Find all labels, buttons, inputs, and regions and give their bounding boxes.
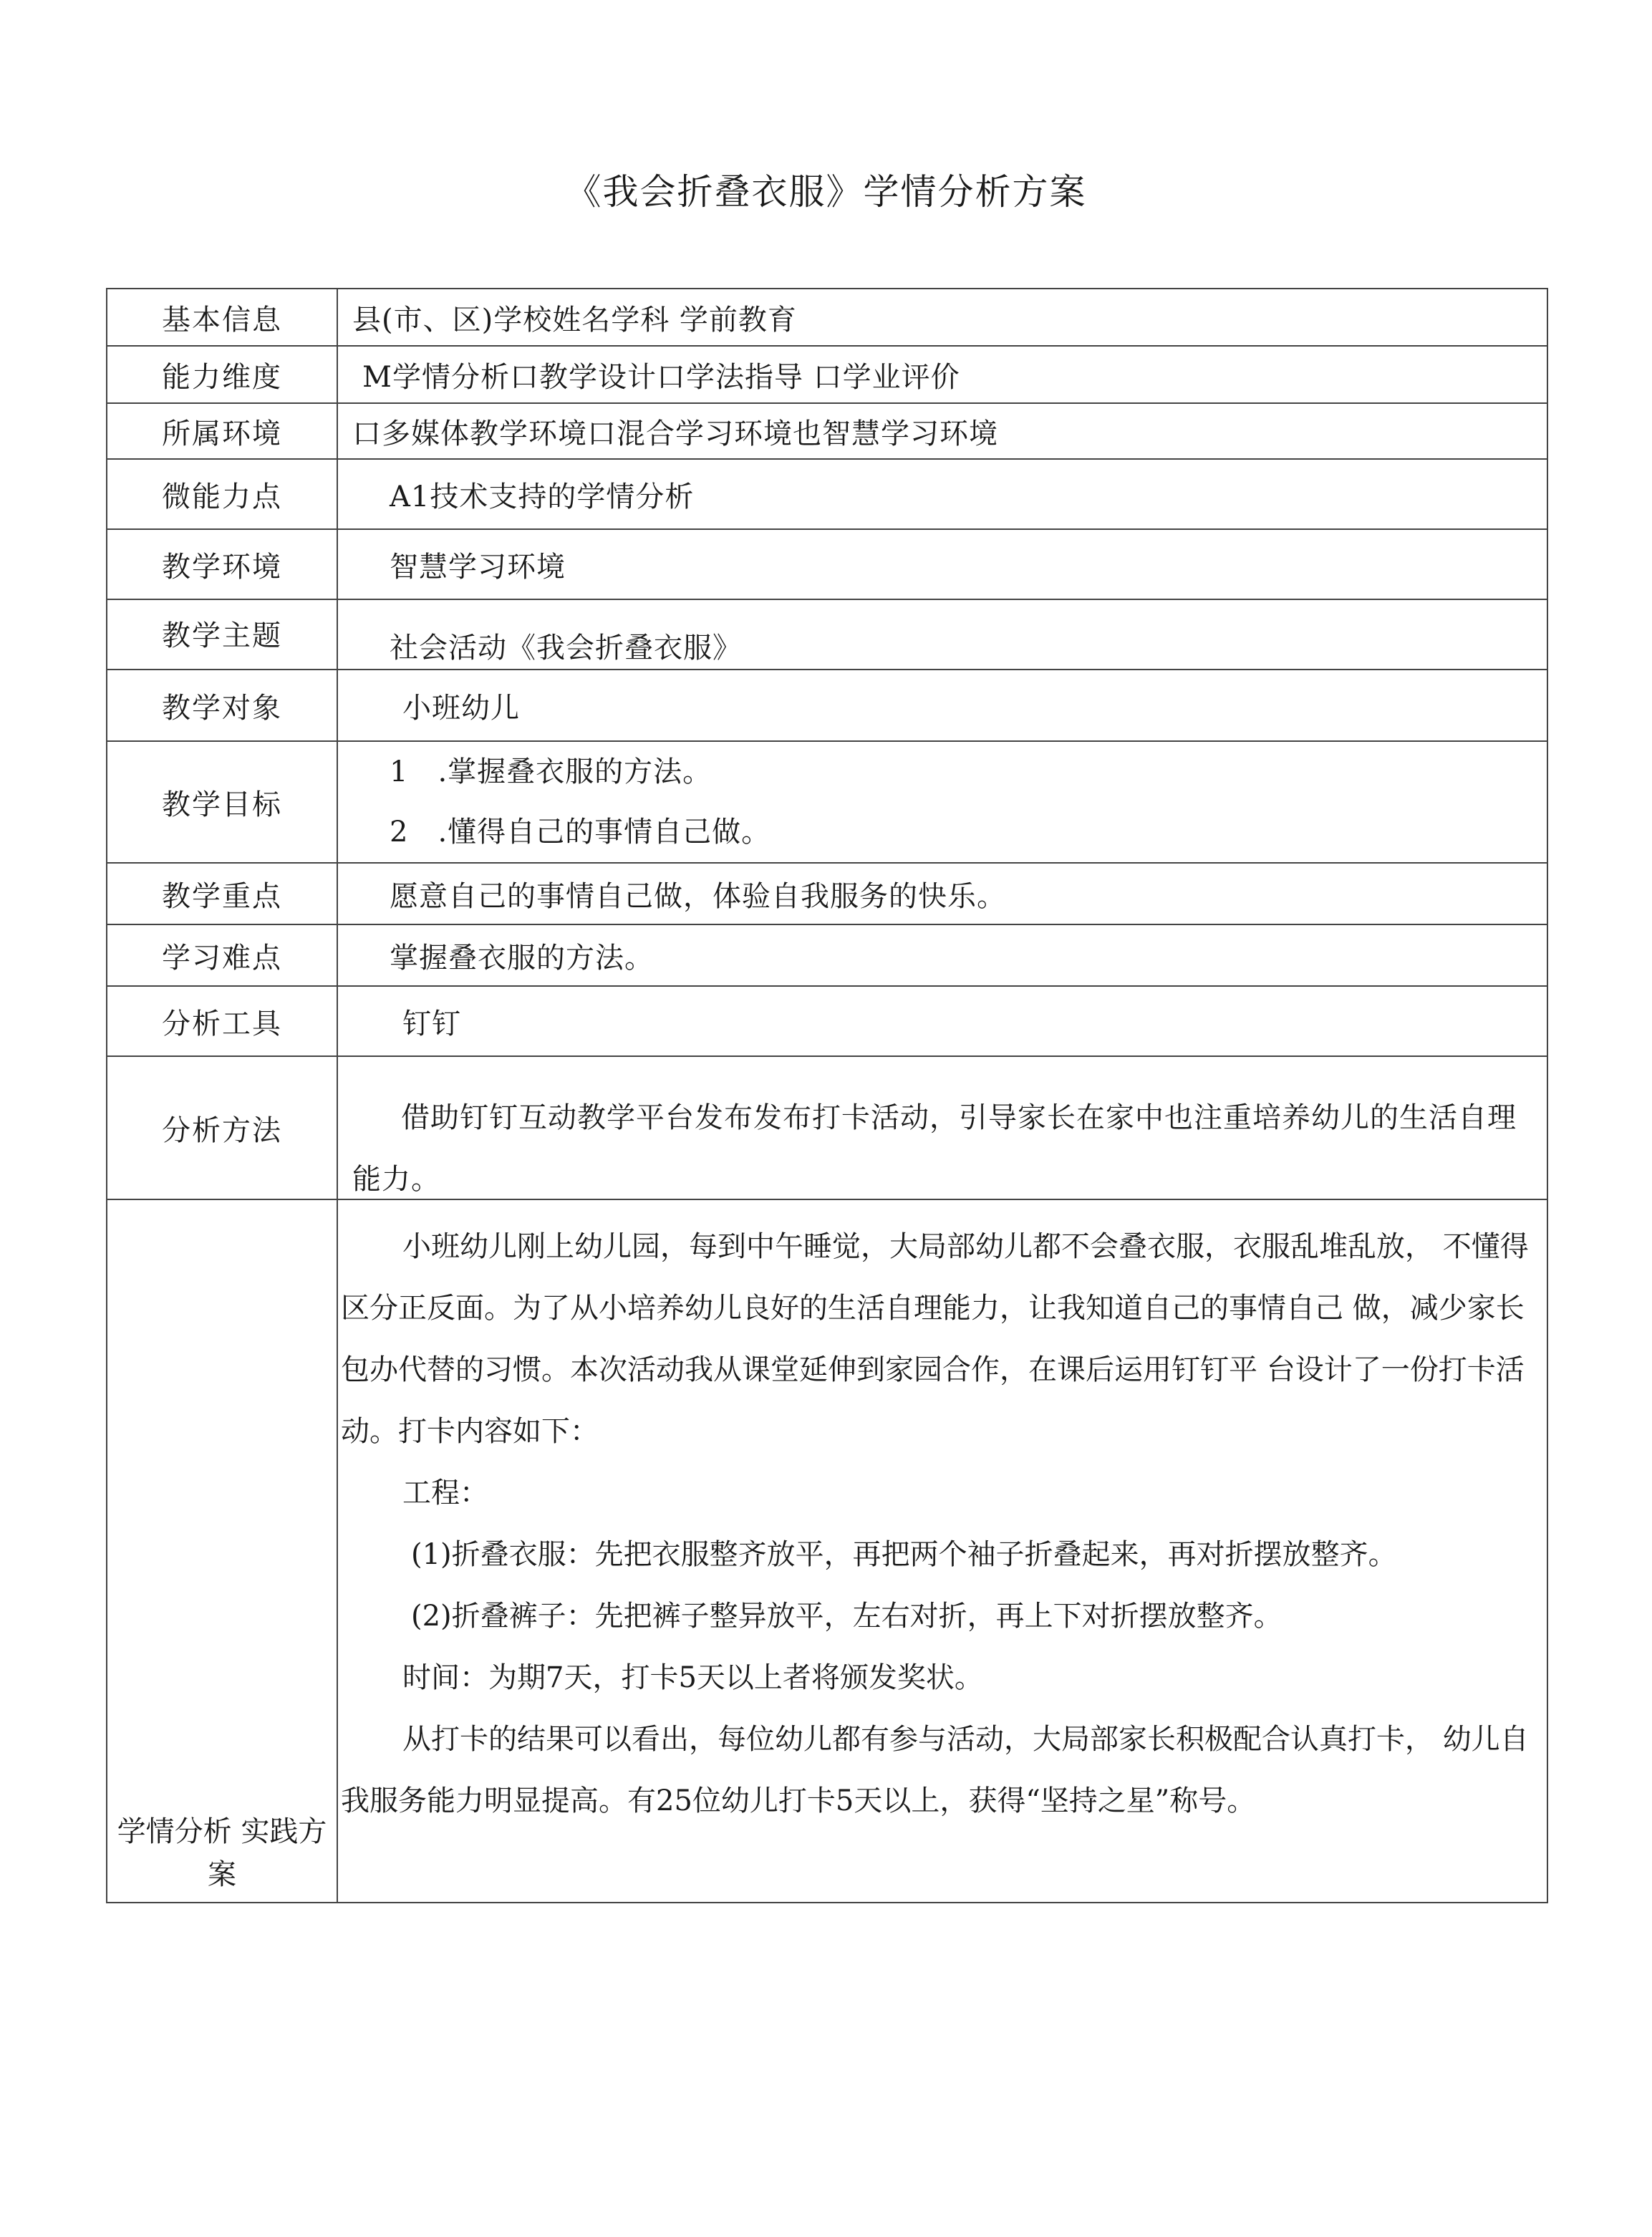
row-label: 教学主题: [107, 600, 338, 669]
table-row-key-point: [107, 864, 1547, 925]
table-row-practice: [107, 1200, 1547, 1902]
table-row-goals: [107, 742, 1547, 864]
practice-paragraph: 时间：为期7天，打卡5天以上者将颁发奖状。: [402, 1661, 983, 1694]
row-value: 口多媒体教学环境口混合学习环境也智慧学习环境: [352, 417, 998, 450]
table-row-difficulty: [107, 925, 1547, 987]
table-row-target: [107, 670, 1547, 742]
row-value: 县(市、区)学校姓名学科 学前教育: [352, 303, 797, 337]
goal-item: 2 .懂得自己的事情自己做。: [390, 816, 771, 849]
row-label: 学习难点: [107, 925, 338, 985]
row-value: M学情分析口教学设计口学法指导 口学业评价: [362, 360, 960, 394]
row-label: 教学重点: [107, 864, 338, 924]
table-row-basic-info: [107, 289, 1547, 347]
row-value: 愿意自己的事情自己做，体验自我服务的快乐。: [390, 879, 1006, 913]
table-row-topic: [107, 600, 1547, 670]
row-value: 小班幼儿: [402, 691, 520, 725]
analysis-table: [106, 288, 1548, 1903]
practice-paragraph: 小班幼儿刚上幼儿园，每到中午睡觉，大局部幼儿都不会叠衣服，衣服乱堆乱放， 不懂得区分正反面。为了从小培养幼儿良好的生活自理能力，让我知道自己的事情自己 做，减少家长包办代替的习惯。本次活动我从课堂延伸到家园合作，在课后运用钉钉平 台设计了一份打卡活动。打卡内容如下：: [341, 1230, 1529, 1448]
row-value: 钉钉: [402, 1007, 461, 1040]
row-value: [338, 1057, 1547, 1199]
goals-list: [338, 742, 1547, 862]
practice-paragraph: (1)折叠衣服：先把衣服整齐放平，再把两个袖子折叠起来，再对折摆放整齐。: [411, 1538, 1397, 1571]
table-row-teaching-env: [107, 530, 1547, 600]
table-row-environment: [107, 404, 1547, 460]
practice-paragraph: 工程：: [402, 1477, 488, 1509]
row-label: 所属环境: [107, 404, 338, 458]
row-value: 智慧学习环境: [390, 550, 566, 584]
practice-paragraph: (2)折叠裤子：先把裤子整异放平，左右对折，再上下对折摆放整齐。: [411, 1600, 1283, 1633]
row-label: 微能力点: [107, 460, 338, 528]
row-label: 教学环境: [107, 530, 338, 599]
row-value: 掌握叠衣服的方法。: [390, 941, 654, 975]
row-value: 社会活动《我会折叠衣服》: [390, 632, 742, 665]
row-value: A1技术支持的学情分析: [390, 480, 695, 513]
row-label: [107, 1200, 338, 1902]
goal-item: 1 .掌握叠衣服的方法。: [390, 755, 713, 788]
practice-paragraph: 从打卡的结果可以看出，每位幼儿都有参与活动，大局部家长积极配合认真打卡， 幼儿自我服务能力明显提高。有25位幼儿打卡5天以上，获得“坚持之星”称号。: [341, 1723, 1529, 1817]
page-title: 《我会折叠衣服》学情分析方案: [565, 171, 1087, 213]
row-label: 教学对象: [107, 670, 338, 740]
method-text: 借助钉钉互动教学平台发布发布打卡活动，引导家长在家中也注重培养幼儿的生活自理能力。: [352, 1101, 1517, 1196]
table-row-ability: [107, 347, 1547, 404]
row-label: 基本信息: [107, 289, 338, 345]
row-label: 教学目标: [107, 742, 338, 862]
row-label: 分析工具: [107, 987, 338, 1055]
row-label: 分析方法: [107, 1057, 338, 1199]
row-label: 能力维度: [107, 347, 338, 402]
table-row-micro-point: [107, 460, 1547, 530]
practice-label-text: 学情分析 实践方案: [117, 1815, 327, 1891]
table-row-method: [107, 1057, 1547, 1200]
practice-content: [338, 1200, 1547, 1902]
table-row-tool: [107, 987, 1547, 1057]
